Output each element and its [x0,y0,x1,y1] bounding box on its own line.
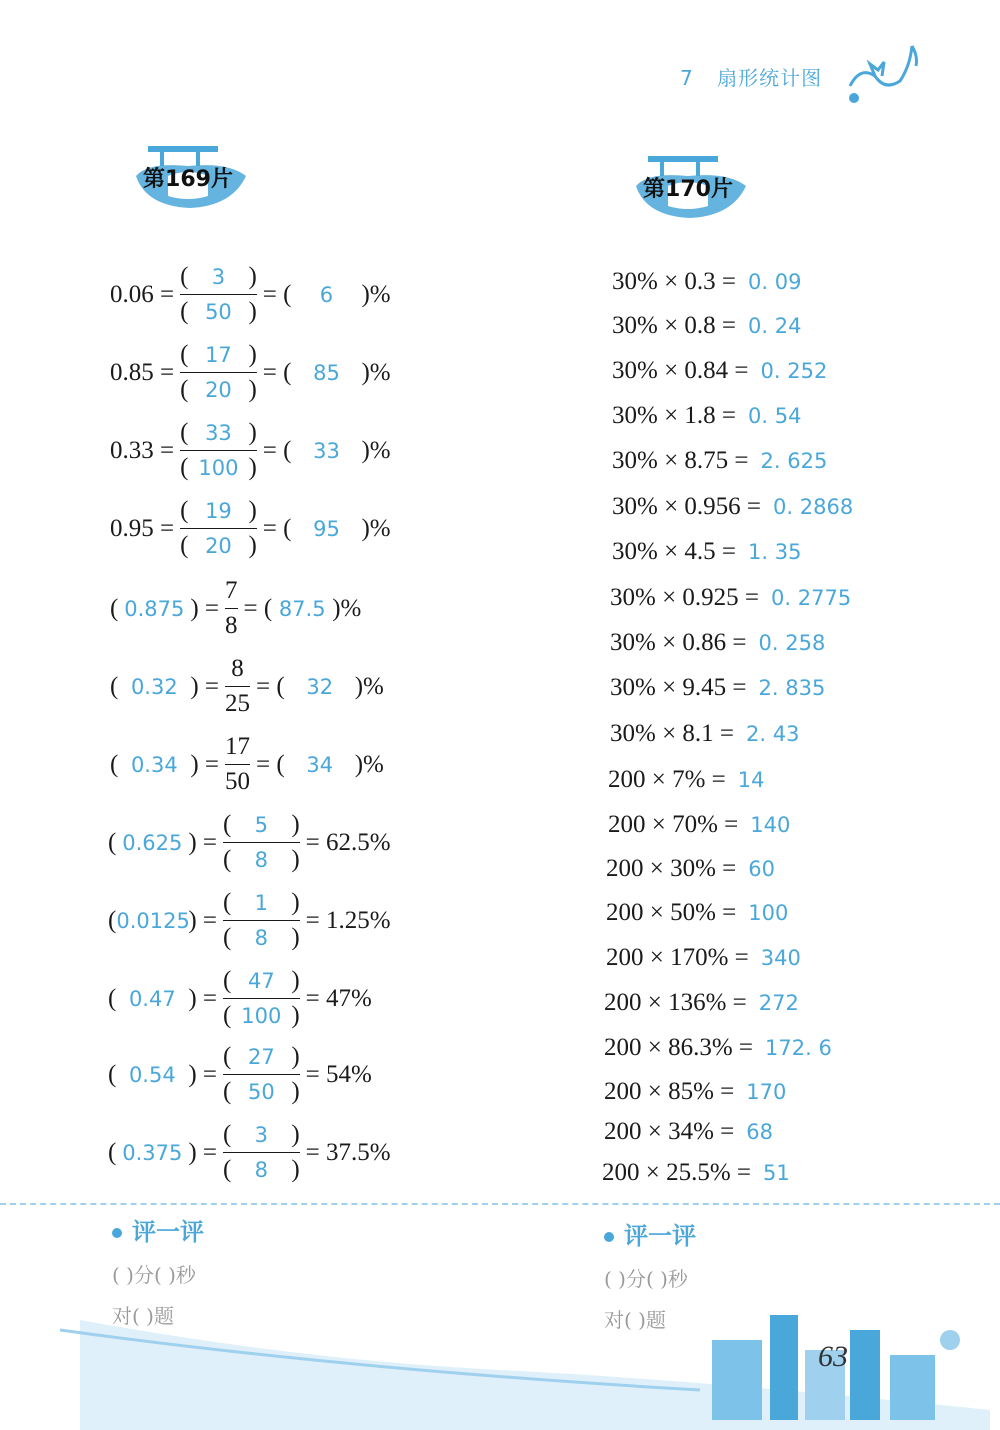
badge-170 [628,128,758,218]
numerator-answer: 33 [205,421,232,445]
row-expression: 200 × 70% = [608,811,739,838]
denominator: 25 [225,690,251,717]
numerator: 7 [225,577,238,604]
row-expression: 200 × 30% = [606,855,737,882]
section-divider [0,1203,1000,1205]
percent-answer: 6 [319,282,334,307]
left-row: ( 0.47 ) = ( 47 ) ( 100 ) = 47% [108,967,372,1029]
fraction: ( 33 ) ( 100 ) [180,419,257,481]
numerator-answer: 27 [247,1045,275,1069]
row-expression: 200 × 136% = [604,989,747,1016]
row-lhs: 0.06 = [110,280,175,308]
left-row [110,418,391,483]
time-line: ( )分( )秒 [604,1267,688,1291]
left-row: ( 0.875 ) = $\frac{7}{8}$ = ( 87.5 )% [110,577,362,639]
denominator-answer: 8 [254,1158,269,1182]
row-mid: = ( [262,514,292,542]
right-row [602,1159,790,1187]
denominator-answer: 100 [241,1004,282,1028]
row-expression: 30% × 9.45 = [610,674,747,701]
numerator-answer: 3 [211,265,226,289]
percent-answer: 34 [306,752,334,777]
numerator-answer: 1 [254,891,269,915]
bullet-icon [604,1232,614,1242]
percent-answer: 87.5 [278,596,326,621]
decimal-answer: 0.47 [128,986,176,1011]
fraction: ( 27 ) ( 50 ) [223,1043,300,1105]
decimal-answer: 0.875 [124,596,185,621]
right-row [610,674,825,702]
row-expression: 200 × 50% = [606,899,737,926]
right-row [608,811,790,839]
right-row [612,357,827,385]
row-expression: 200 × 7% = [608,766,726,793]
correct-line: 对( )题 [112,1304,174,1328]
row-mid: = ( [262,358,292,386]
row-answer: 60 [748,857,776,881]
row-answer: 68 [746,1120,774,1144]
decimal-answer: 0.0125 [116,908,190,933]
fraction [225,576,238,641]
right-row [612,538,801,566]
numerator-answer: 47 [247,969,275,993]
row-end: )% [361,436,391,464]
row-expression: 200 × 85% = [604,1078,735,1105]
right-row [606,855,775,883]
right-row [604,989,799,1017]
row-expression: 30% × 0.925 = [610,584,760,611]
denominator-answer: 8 [254,848,269,872]
fraction [225,732,250,797]
numerator-answer: 17 [205,343,232,367]
percent-answer: 95 [313,516,340,541]
denominator-answer: 8 [254,926,269,950]
row-answer: 2. 835 [758,676,826,700]
right-row [612,268,801,296]
percent-answer: 33 [313,438,340,463]
row-end: )% [361,514,391,542]
right-row [604,1078,786,1106]
row-expression: 30% × 8.1 = [610,720,735,747]
chapter-number: 7 [680,66,694,90]
row-answer: 0. 2775 [771,586,852,610]
row-answer: 0. 54 [748,404,802,428]
row-lhs: 0.95 = [110,514,175,542]
right-row [612,402,801,430]
fraction: ( 47 ) ( 100 ) [223,967,300,1029]
numerator-answer: 5 [254,813,269,837]
decimal-answer: 0.375 [122,1140,183,1165]
row-answer: 340 [760,946,801,970]
row-expression: 30% × 1.8 = [612,402,737,429]
row-expression: 30% × 8.75 = [612,447,749,474]
row-rhs: = 47% [305,984,372,1012]
fraction: ( 5 ) ( 8 ) [223,811,300,873]
row-answer: 2. 43 [746,722,800,746]
right-row [604,1034,832,1062]
row-expression: 200 × 34% = [604,1118,735,1145]
right-row [610,629,825,657]
left-row: ( 0.54 ) = ( 27 ) ( 50 ) = 54% [108,1043,372,1105]
right-row [608,766,765,794]
row-answer: 272 [758,991,799,1015]
denominator-answer: 50 [205,300,232,324]
row-expression: 30% × 4.5 = [612,538,737,565]
review-title: 评一评 [112,1212,204,1247]
row-expression: 30% × 0.84 = [612,357,749,384]
correct-line: 对( )题 [604,1308,666,1332]
right-row [612,312,801,340]
row-lhs: 0.33 = [110,436,175,464]
right-row [604,1118,773,1146]
numerator-answer: 3 [254,1123,269,1147]
fraction: ( 17 ) ( 20 ) [180,341,257,403]
denominator: 50 [225,768,251,795]
chapter-title: 扇形统计图 [717,66,823,90]
row-answer: 0. 09 [748,270,802,294]
right-row [606,944,801,972]
row-lhs: 0.85 = [110,358,175,386]
decimal-answer: 0.34 [130,752,178,777]
numerator-answer: 19 [205,499,232,523]
badge-label: 第170片 [643,177,733,202]
decimal-answer: 0.625 [122,830,183,855]
left-row: ( 0.34 ) = $\frac{17}{50}$ = ( 34 )% [110,733,384,795]
row-rhs: = 37.5% [305,1138,391,1166]
left-row [110,340,391,405]
fraction [225,654,250,719]
denominator-answer: 100 [198,456,239,480]
row-answer: 2. 625 [760,449,828,473]
row-mid: = ( [262,280,292,308]
right-row [610,720,799,748]
percent-answer: 85 [313,360,340,385]
right-row [606,899,788,927]
denominator-answer: 20 [205,378,232,402]
denominator-answer: 20 [205,534,232,558]
row-end: )% [361,280,391,308]
row-expression: 200 × 170% = [606,944,749,971]
right-row [612,447,827,475]
row-expression: 200 × 25.5% = [602,1159,752,1186]
decimal-answer: 0.54 [128,1062,176,1087]
row-expression: 30% × 0.3 = [612,268,737,295]
row-answer: 140 [750,813,791,837]
left-row: ( 0.32 ) = $\frac{8}{25}$ = ( 32 )% [110,655,384,717]
row-rhs: = 62.5% [305,828,391,856]
right-row [612,493,853,521]
badge-label: 第169片 [143,167,233,192]
fraction: ( 3 ) ( 50 ) [180,263,257,325]
left-row: ( 0.625 ) = ( 5 ) ( 8 ) = 62.5% [108,811,391,873]
row-rhs: = 1.25% [305,906,391,934]
row-answer: 0. 24 [748,314,802,338]
row-answer: 100 [748,901,789,925]
row-answer: 14 [737,768,765,792]
bullet-icon [112,1228,122,1238]
row-mid: = ( [262,436,292,464]
left-row [110,496,391,561]
time-line: ( )分( )秒 [112,1263,196,1287]
row-answer: 0. 2868 [773,495,854,519]
row-expression: 30% × 0.86 = [610,629,747,656]
cat-icon [840,36,930,116]
row-answer: 51 [763,1161,790,1185]
fraction: ( 3 ) ( 8 ) [223,1121,300,1183]
denominator: 8 [225,612,238,639]
row-end: )% [361,358,391,386]
denominator-answer: 50 [247,1080,275,1104]
left-row: ( 0.375 ) = ( 3 ) ( 8 ) = 37.5% [108,1121,391,1183]
numerator: 17 [225,733,251,760]
row-answer: 0. 258 [758,631,826,655]
row-answer: 170 [746,1080,787,1104]
left-row: ( 0.0125 ) = ( 1 ) ( 8 ) = 1.25% [108,889,391,951]
row-rhs: = 54% [305,1060,372,1088]
left-row [110,262,391,327]
city-skyline-icon [0,1300,1000,1430]
review-title: 评一评 [604,1216,696,1251]
chapter-header [680,62,822,91]
row-answer: 172. 6 [765,1036,832,1060]
row-expression: 30% × 0.956 = [612,493,762,520]
fraction: ( 1 ) ( 8 ) [223,889,300,951]
page-number: 63 [818,1340,848,1373]
row-expression: 30% × 0.8 = [612,312,737,339]
decimal-answer: 0.32 [130,674,178,699]
row-expression: 200 × 86.3% = [604,1034,754,1061]
right-row [610,584,851,612]
fraction: ( 19 ) ( 20 ) [180,497,257,559]
badge-169 [128,118,258,208]
row-answer: 1. 35 [748,540,802,564]
percent-answer: 32 [306,674,334,699]
numerator: 8 [231,655,244,682]
row-answer: 0. 252 [760,359,828,383]
